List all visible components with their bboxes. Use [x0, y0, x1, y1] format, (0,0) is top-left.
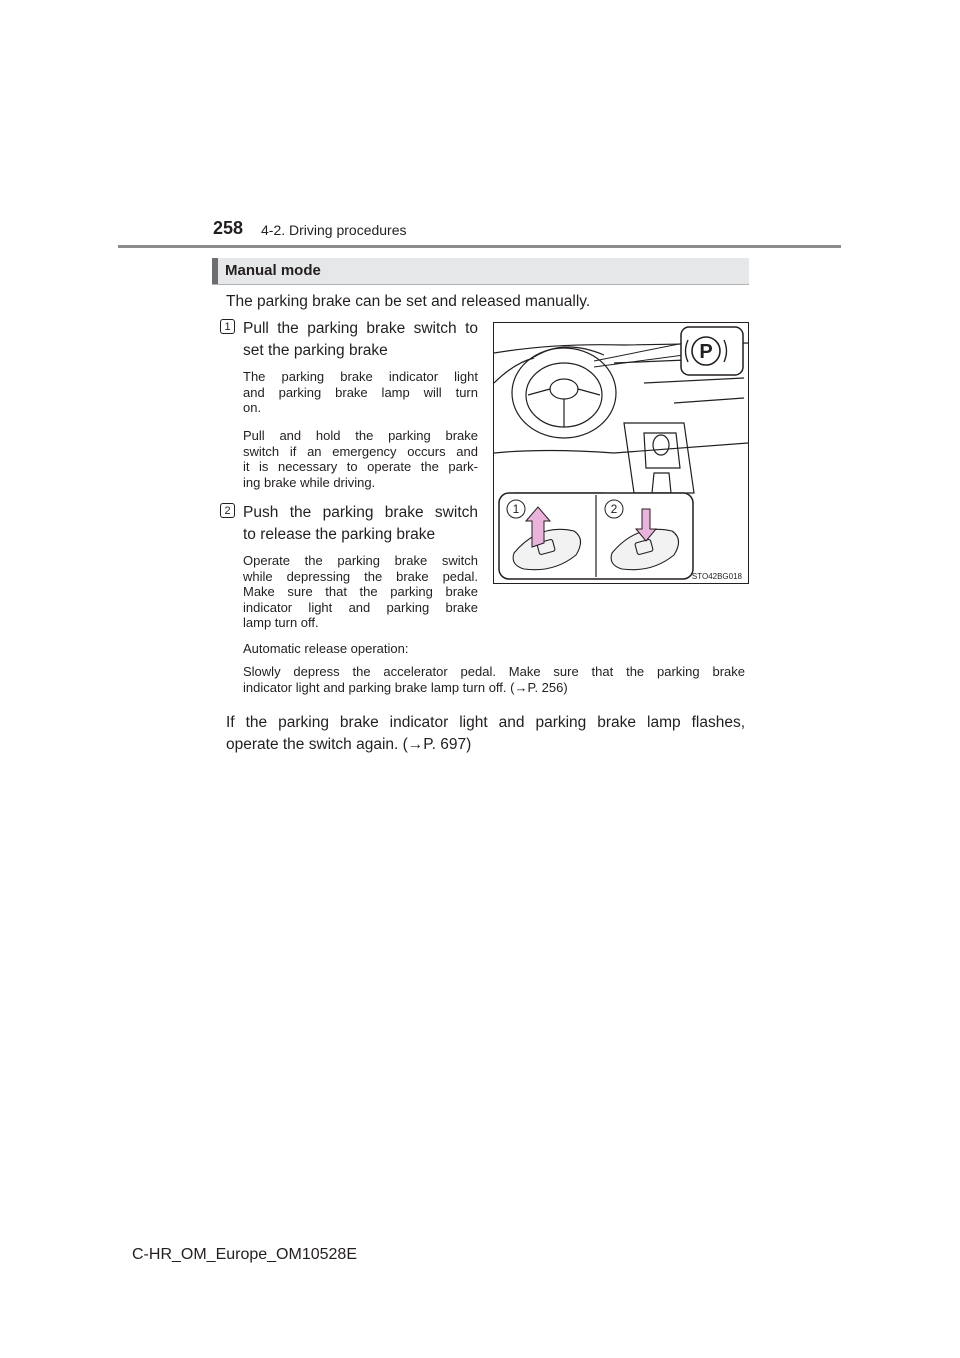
step-1-note-2: Pull and hold the parking brake switch if an emergency occurs and it is necessary to operate the park- ing brake while driving.: [243, 428, 478, 490]
section-heading: [212, 258, 749, 285]
step-number-2: 2: [220, 503, 235, 518]
step-number-1: 1: [220, 319, 235, 334]
auto-release-text: Slowly depress the accelerator pedal. Make sure that the parking brake indicator light and parking brake lamp turn off. (→P. 256): [243, 664, 745, 695]
indicator-symbol: P: [699, 341, 713, 363]
step-1-title-line1: Pull the parking brake switch to: [243, 320, 478, 337]
section-title: 4-2. Driving procedures: [261, 222, 407, 238]
intro-text: The parking brake can be set and released manually.: [226, 293, 591, 310]
step-1-note-1: The parking brake indicator light and parking brake lamp will turn on.: [243, 369, 478, 415]
switch-location: [652, 473, 671, 493]
section-heading-label: Manual mode: [225, 262, 321, 279]
auto-release-label: Automatic release operation:: [243, 641, 409, 656]
step-2-note-1: Operate the parking brake switch while depressing the brake pedal. Make sure that the parking brake indicator light and parking brake lamp turn off.: [243, 553, 478, 630]
section-heading-bar: [212, 258, 218, 284]
callout-1: 1: [512, 502, 520, 516]
figure-code: STO42BG018: [691, 572, 742, 581]
callout-2: 2: [610, 502, 618, 516]
parking-brake-illustration: [494, 323, 748, 583]
step-1-title-line2: set the parking brake: [243, 342, 388, 359]
closing-text: If the parking brake indicator light and parking brake lamp flashes, operate the switch again. (→P. 697): [226, 714, 745, 753]
page-number: 258: [213, 218, 244, 238]
gear-knob: [653, 435, 669, 455]
header-rule: [118, 245, 841, 248]
footer-doc-id: C-HR_OM_Europe_OM10528E: [132, 1246, 357, 1263]
steering-hub: [550, 379, 578, 399]
step-2-title-line1: Push the parking brake switch: [243, 504, 478, 521]
parking-brake-figure: [493, 322, 749, 584]
step-2-title-line2: to release the parking brake: [243, 526, 436, 543]
